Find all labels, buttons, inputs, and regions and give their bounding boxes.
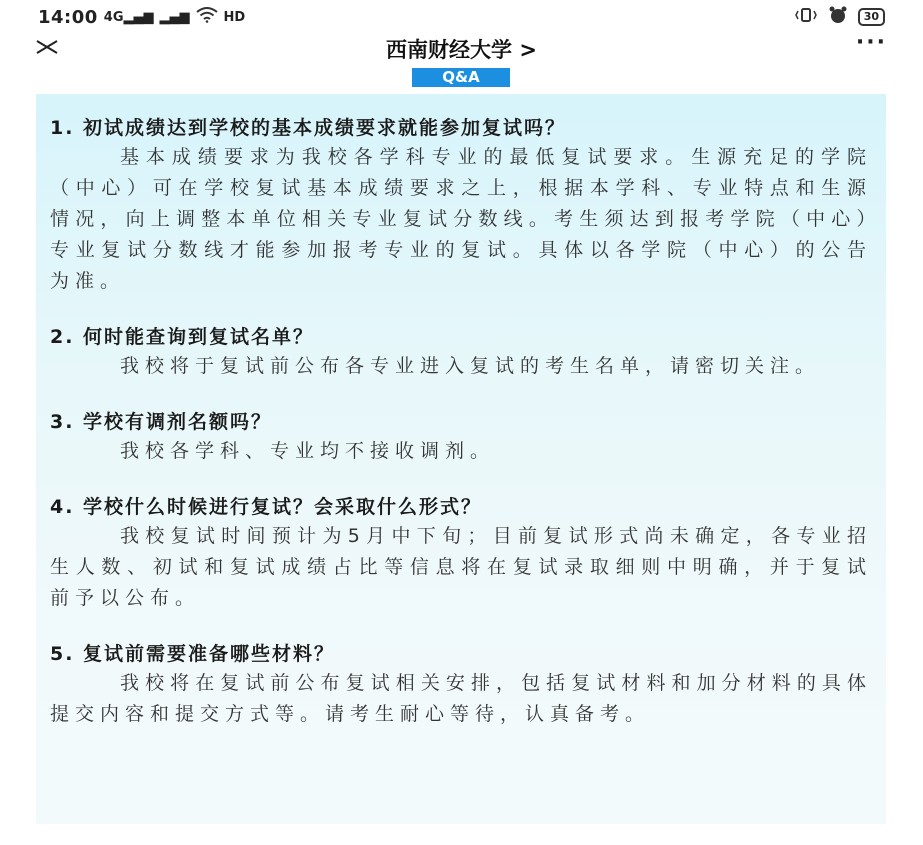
qa-badge: Q&A: [412, 68, 510, 87]
wifi-icon: [196, 7, 218, 28]
more-options-button[interactable]: ···: [855, 30, 887, 55]
answer-4: 我校复试时间预计为5月中下旬；目前复试形式尚未确定，各专业招生人数、初试和复试成绩占比等信息将在复试录取细则中明确，并于复试前予以公布。: [50, 525, 872, 609]
answer-3: 我校各学科、专业均不接收调剂。: [120, 440, 496, 462]
question-5: 5. 复试前需要准备哪些材料？: [50, 643, 336, 665]
signal-icon: ▂▄▆: [159, 9, 190, 25]
answer-1: 基本成绩要求为我校各学科专业的最低复试要求。生源充足的学院（中心）可在学校复试基本成绩要求之上，根据本学科、专业特点和生源情况，向上调整本单位相关专业复试分数线。考生须达到报考学院（中心）专业复试分数线才能参加报考专业的复试。具体以各学院（中心）的公告为准。: [50, 146, 872, 292]
qa-card: [36, 94, 886, 824]
signal-4g-label: 4G: [103, 9, 124, 25]
question-4: 4. 学校什么时候进行复试？会采取什么形式？: [50, 496, 483, 518]
status-right: [794, 6, 885, 29]
answer-5: 我校将在复试前公布复试相关安排，包括复试材料和加分材料的具体提交内容和提交方式等。请考生耐心等待，认真备考。: [50, 672, 872, 725]
question-2: 2. 何时能查询到复试名单？: [50, 326, 315, 348]
status-time: 14:00: [38, 6, 98, 28]
battery-level: 30: [863, 10, 879, 23]
battery-icon: [858, 8, 885, 26]
status-bar: [0, 0, 923, 34]
question-3: 3. 学校有调剂名额吗？: [50, 411, 273, 433]
vibrate-icon: [794, 7, 818, 28]
nav-bar: [0, 30, 923, 64]
signal-4g-icon: 4G▂▄▆: [103, 9, 154, 25]
page-title[interactable]: 西南财经大学 >: [386, 38, 537, 62]
answer-2: 我校将于复试前公布各专业进入复试的考生名单，请密切关注。: [120, 355, 821, 377]
qa-content: [50, 114, 872, 730]
alarm-icon: [828, 6, 848, 29]
hd-icon: HD: [223, 9, 246, 25]
status-left: [38, 7, 245, 28]
question-1: 1. 初试成绩达到学校的基本成绩要求就能参加复试吗？: [50, 117, 567, 139]
